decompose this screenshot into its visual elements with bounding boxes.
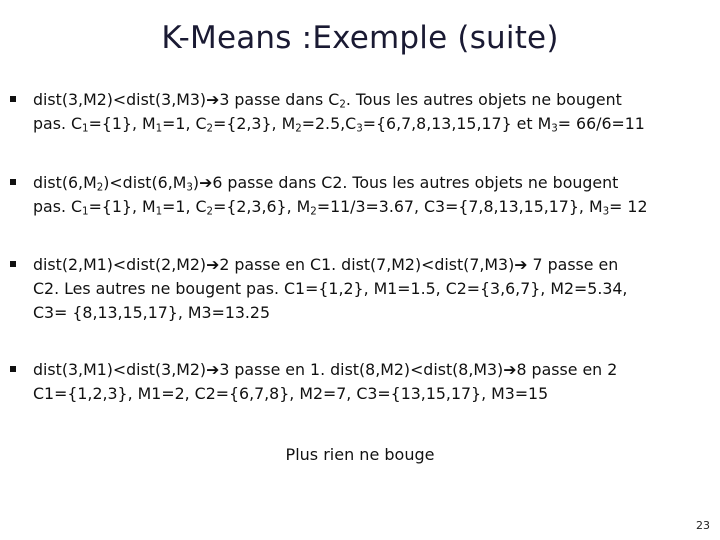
conclusion-text: Plus rien ne bouge [285,445,435,464]
bullet-1 [0,88,720,136]
text-run: 3 passe dans C [219,90,340,109]
subscript: 2 [310,205,317,218]
text-run: ={1}, M [88,114,156,133]
bullet-1-line-2 [0,112,720,136]
text-run: pas. C [33,197,83,216]
text-run: )<dist(6,M [103,173,187,192]
text-run: 2 passe en C1. dist(7,M2)<dist(7,M3) [219,255,515,274]
text-run: C2. Les autres ne bougent pas. C1={1,2}, M1=1.5, C2={3,6,7}, M2=5.34, [33,279,628,298]
subscript: 3 [551,122,558,135]
subscript: 2 [339,98,346,111]
text-run: =1, C [162,197,207,216]
text-run: 7 passe en [527,255,619,274]
text-run: pas. C [33,114,83,133]
text-run: ) [192,173,200,192]
bullet-3-line-2 [0,277,720,301]
text-run: =1, C [162,114,207,133]
text-run: =11/3=3.67, C3={7,8,13,15,17}, M [316,197,603,216]
right-arrow-icon: ➔ [514,255,528,274]
text-run: = 12 [609,197,648,216]
subscript: 2 [206,122,214,135]
bullet-3-line-3 [0,301,720,325]
right-arrow-icon: ➔ [206,90,220,109]
text-run: dist(3,M2)<dist(3,M3) [33,90,207,109]
bullet-2-line-1 [0,171,720,195]
text-run: 6 passe dans C2. Tous les autres objets ne bougent [212,173,619,192]
bullet-1-line-1 [0,88,720,112]
text-run: =2.5,C [301,114,357,133]
right-arrow-icon: ➔ [206,255,220,274]
bullet-4-line-1 [0,358,720,382]
bullet-2-line-2 [0,195,720,219]
text-run: C3= {8,13,15,17}, M3=13.25 [33,303,271,322]
bullet-2 [0,171,720,219]
bullet-4 [0,358,720,406]
subscript: 1 [82,205,89,218]
text-run: . Tous les autres objets ne bougent [345,90,622,109]
subscript: 2 [295,122,302,135]
text-run: dist(3,M1)<dist(3,M2) [33,360,207,379]
right-arrow-icon: ➔ [206,360,220,379]
bullet-3 [0,253,720,325]
text-run: 8 passe en 2 [516,360,618,379]
text-run: ={1}, M [88,197,156,216]
right-arrow-icon: ➔ [503,360,517,379]
subscript: 1 [82,122,89,135]
subscript: 1 [155,205,163,218]
text-run: C1={1,2,3}, M1=2, C2={6,7,8}, M2=7, C3={13,15,17}, M3=15 [33,384,549,403]
slide-title: K-Means :Exemple (suite) [161,20,559,56]
text-run: dist(6,M [33,173,97,192]
subscript: 2 [206,205,214,218]
text-run: = 66/6=11 [557,114,645,133]
page-number: 23 [696,519,710,532]
subscript: 1 [155,122,163,135]
subscript: 2 [96,181,104,194]
bullet-4-line-2 [0,382,720,406]
text-run: 3 passe en 1. dist(8,M2)<dist(8,M3) [219,360,504,379]
subscript: 3 [356,122,363,135]
text-run: ={2,3}, M [213,114,296,133]
subscript: 3 [602,205,610,218]
subscript: 3 [186,181,193,194]
text-run: dist(2,M1)<dist(2,M2) [33,255,207,274]
text-run: ={6,7,8,13,15,17} et M [362,114,552,133]
right-arrow-icon: ➔ [199,173,213,192]
bullet-3-line-1 [0,253,720,277]
text-run: ={2,3,6}, M [213,197,311,216]
